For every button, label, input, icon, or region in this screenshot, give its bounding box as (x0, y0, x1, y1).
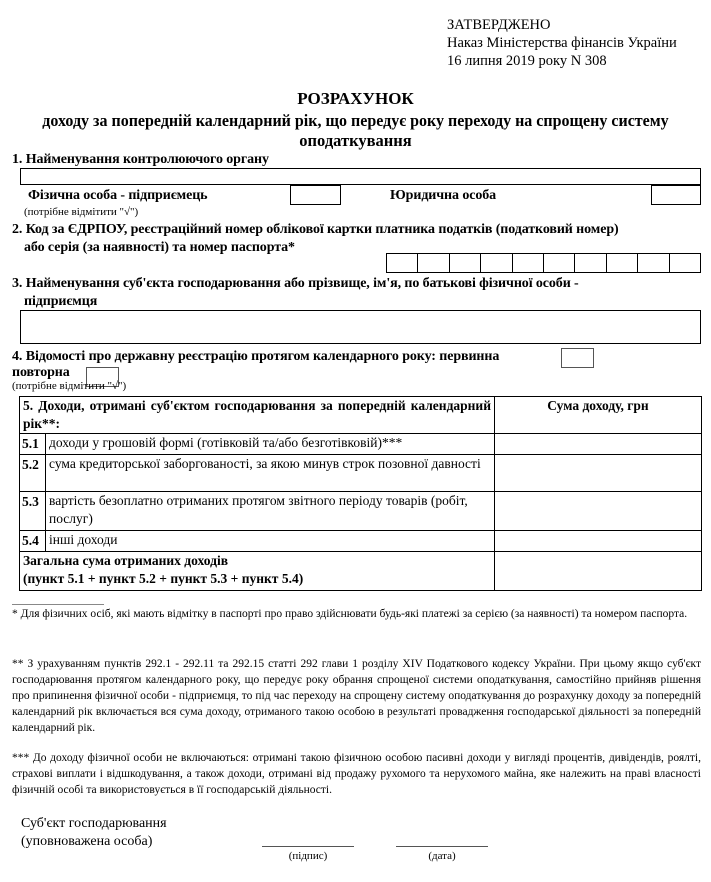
table-header-row (20, 397, 702, 434)
row-number: 5.2 (20, 455, 46, 492)
tax-code-digit[interactable] (450, 254, 481, 272)
total-amount-field[interactable] (495, 552, 702, 591)
individual-entrepreneur-checkbox[interactable] (290, 185, 341, 205)
legal-entity-checkbox[interactable] (651, 185, 701, 205)
section3-label-cont: підприємця (24, 294, 98, 309)
document-title: РОЗРАХУНОК (297, 89, 414, 108)
total-label-line1: Загальна сума отриманих доходів (23, 553, 229, 568)
tax-code-digit[interactable] (387, 254, 418, 272)
approval-title: ЗАТВЕРДЖЕНО (447, 17, 551, 33)
row-label: доходи у грошовій формі (готівковій та/або безготівковій)*** (46, 434, 495, 455)
primary-registration-checkbox[interactable] (561, 348, 594, 368)
date-label: (дата) (428, 850, 456, 862)
section2-label: 2. Код за ЄДРПОУ, реєстраційний номер облікової картки платника податків (податковий номер) (12, 222, 619, 237)
row-number: 5.1 (20, 434, 46, 455)
signature-label: (підпис) (288, 850, 328, 862)
individual-entrepreneur-label: Фізична особа - підприємець (28, 188, 208, 203)
document-subtitle-cont: оподаткування (299, 131, 412, 150)
amount-field[interactable] (495, 531, 702, 552)
row-number: 5.3 (20, 492, 46, 531)
section1-label: 1. Найменування контролюючого органу (12, 152, 269, 167)
section2-label-cont: або серія (за наявності) та номер паспорта* (24, 240, 295, 255)
tax-code-digit[interactable] (481, 254, 512, 272)
signature-line[interactable] (262, 846, 354, 847)
approval-stamp (447, 16, 677, 70)
checkbox-hint-2: (потрібне відмітити "√") (12, 380, 127, 392)
approval-date: 16 липня 2019 року N 308 (447, 53, 607, 69)
amount-field[interactable] (495, 455, 702, 492)
footnote-divider (12, 604, 104, 605)
date-line[interactable] (396, 846, 488, 847)
amount-field[interactable] (495, 492, 702, 531)
footnote-1: * Для фізичних осіб, які мають відмітку в паспорті про право здійснювати будь-які платежі за серією (за наявності) та номером паспорта. (12, 608, 688, 620)
tax-code-digit[interactable] (670, 254, 701, 272)
tax-code-digit[interactable] (607, 254, 638, 272)
table-row (20, 531, 702, 552)
controlling-authority-field[interactable] (20, 168, 701, 185)
entity-name-field[interactable] (20, 310, 701, 344)
row-label: інші доходи (46, 531, 495, 552)
section3-label: 3. Найменування суб'єкта господарювання або прізвище, ім'я, по батькові фізичної особи - (12, 276, 579, 291)
table-row (20, 434, 702, 455)
tax-code-digit[interactable] (575, 254, 606, 272)
income-table (19, 396, 702, 591)
signatory-label: Суб'єкт господарювання (21, 816, 167, 831)
tax-code-digit[interactable] (638, 254, 669, 272)
document-subtitle: доходу за попередній календарний рік, що передує року переходу на спрощену систему (42, 111, 669, 130)
tax-code-digit[interactable] (418, 254, 449, 272)
row-label: вартість безоплатно отриманих протягом звітного періоду товарів (робіт, послуг) (46, 492, 495, 531)
row-label: сума кредиторської заборгованості, за якою минув строк позовної давності (46, 455, 495, 492)
tax-code-digit[interactable] (513, 254, 544, 272)
amount-header: Сума доходу, грн (495, 397, 702, 434)
table-total-row (20, 552, 702, 591)
total-label-line2: (пункт 5.1 + пункт 5.2 + пункт 5.3 + пункт 5.4) (23, 571, 304, 586)
income-header: 5. Доходи, отримані суб'єктом господарювання за попередній календарний рік**: (20, 397, 495, 434)
total-label (20, 552, 495, 591)
tax-code-input[interactable] (386, 253, 701, 273)
table-row (20, 455, 702, 492)
footnote-3: *** До доходу фізичної особи не включаються: отримані такою фізичною особою пасивні доходи у вигляді процентів, дивідендів, роялті, страхові виплати і відшкодування, а також доходи, отримані від продажу рухомого та нерухомого майна, яке належить на праві власності фізичній особі та використовується в її господарській діяльності. (12, 752, 701, 796)
row-number: 5.4 (20, 531, 46, 552)
footnote-2: ** З урахуванням пунктів 292.1 - 292.11 та 292.15 статті 292 глави 1 розділу XIV Податкового кодексу України. При цьому якщо суб'єкт господарювання протягом календарного року, що передує року обрання спрощеної системи оподаткування, самостійно прийняв рішення про припинення фізичної особи - підприємця, то під час переходу на спрощену систему оподаткування до розрахунку доходу за попередній календарний рік включається вся сума доходу, отриманого такою особою в результаті провадження господарської діяльності за попередній календарний рік. (12, 658, 701, 734)
repeat-registration-label: повторна (12, 365, 70, 380)
legal-entity-label: Юридична особа (390, 188, 497, 203)
table-row (20, 492, 702, 531)
checkbox-hint: (потрібне відмітити "√") (24, 206, 139, 218)
section4-label: 4. Відомості про державну реєстрацію протягом календарного року: первинна (12, 349, 500, 364)
amount-field[interactable] (495, 434, 702, 455)
signatory-role: (уповноважена особа) (21, 834, 153, 849)
tax-code-digit[interactable] (544, 254, 575, 272)
approval-order: Наказ Міністерства фінансів України (447, 35, 677, 51)
